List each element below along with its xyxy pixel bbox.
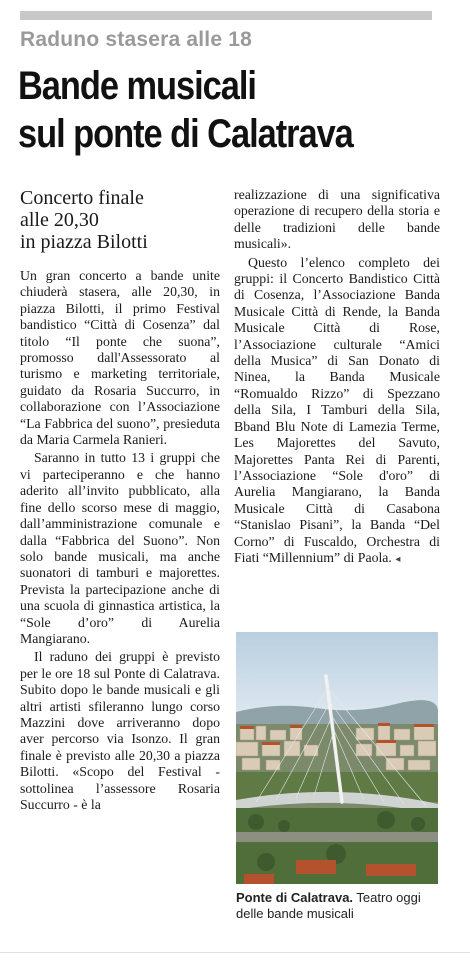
bridge-photo-illustration <box>236 632 438 884</box>
subhead-line-3: in piazza Bilotti <box>20 231 148 253</box>
paragraph: realizzazione di una significativa operazione di recupero della storia e delle tradizioni delle bande musicali». <box>234 187 440 252</box>
subheadline <box>20 187 225 253</box>
paragraph: Un gran concerto a bande unite chiuderà stasera, alle 20,30, in piazza Bilotti, il primo Festival bandistico “Città di Cosenza” dal titolo “Il ponte che suona”, promosso dall'Assessorato al turismo e marketing territoriale, guidato da Rosaria Succurro, in collaborazione con l’Associazione “La Fabbrica del suono”, presieduta da Maria Carmela Ranieri. <box>20 268 220 448</box>
subhead-line-2: alle 20,30 <box>20 209 99 231</box>
paragraph <box>234 255 440 569</box>
top-rule <box>20 11 432 20</box>
photo-caption <box>236 890 446 922</box>
kicker: Raduno stasera alle 18 <box>20 28 253 51</box>
subhead-line-1: Concerto finale <box>20 187 144 209</box>
headline-line-1: Bande musicali <box>18 64 256 108</box>
bottom-divider <box>0 952 470 953</box>
paragraph: Saranno in tutto 13 i gruppi che vi parteciperanno e che hanno aderito all’invito pubblicato, alla fine dello scorso mese di maggio, dall’amministrazione comunale e dalla “Fabbrica del Suono”. Non solo bande musicali, ma anche suonatori di tamburi e majorettes. Prevista la partecipazione anche di una scuola di ginnastica artistica, la “Sole d’oro” di Aurelia Mangiarano. <box>20 450 220 646</box>
caption-title: Ponte di Calatrava. <box>236 890 354 905</box>
caption-text: Teatro oggi delle bande musicali <box>236 890 421 921</box>
body-column-right <box>234 187 440 568</box>
body-column-left <box>20 268 220 813</box>
headline-line-2: sul ponte di Calatrava <box>18 112 353 156</box>
paragraph-text: Questo l’elenco completo dei gruppi: il Concerto Bandistico Città di Cosenza, l’Associazione Banda Musicale Città di Rende, la Banda Musicale Città di Rose, l’Associazione culturale “Amici della Musica” di San Donato di Ninea, la Banda Musicale “Romualdo Rizzo” di Spezzano della Sila, I Tamburi della Sila, Bband Blu Note di Lamezia Terme, Les Majorettes del Savuto, Majorettes Panta Rei di Parenti, l’Associazione “Sole d'oro” di Aurelia Mangiarano, la Banda Musicale Città di Casabona “Stanislao Pisani”, la Banda “Del Corno” di Fuscaldo, Orchestra di Fiati “Millennium” di Paola. <box>234 254 440 565</box>
paragraph: Il raduno dei gruppi è previsto per le ore 18 sul Ponte di Calatrava. Subito dopo le bande musicali e gli altri artisti sfileranno lungo corso Mazzini dove arriveranno dopo aver percorso via Isonzo. Il gran finale è previsto alle 20,30 a piazza Bilotti. «Scopo del Festival - sottolinea l’assessore Rosaria Succurro - è la <box>20 649 220 812</box>
headline <box>18 62 396 158</box>
end-mark-icon: ◂ <box>395 553 401 565</box>
bridge-photo <box>236 632 438 884</box>
